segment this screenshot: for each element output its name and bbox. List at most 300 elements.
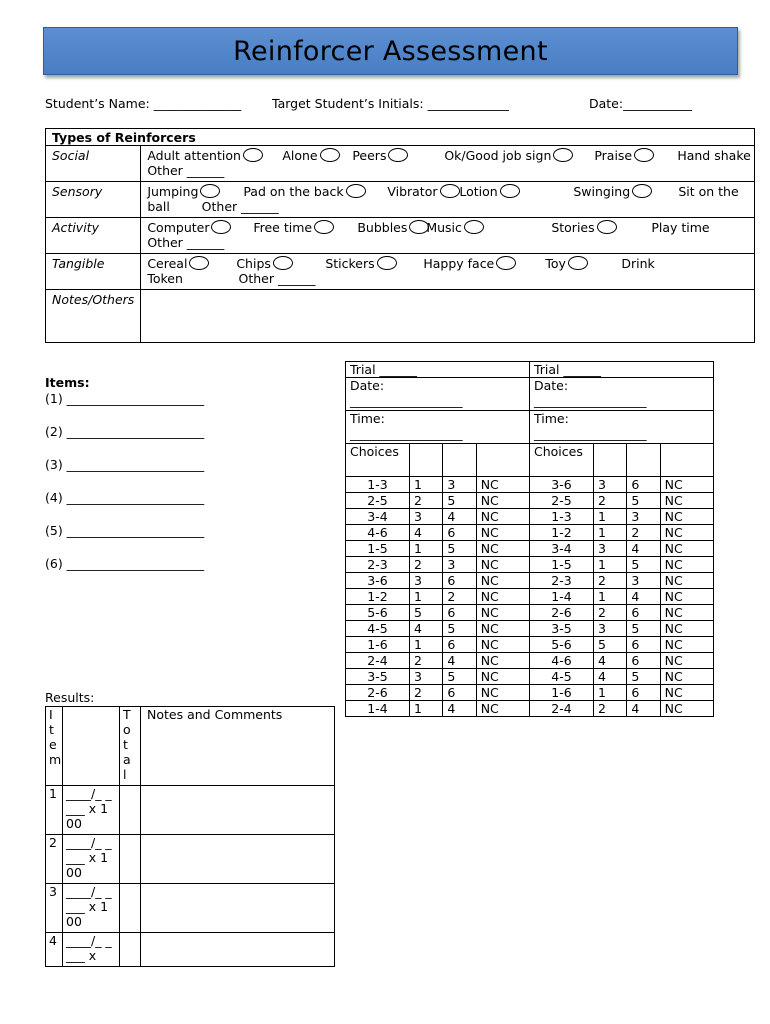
pair-cell: 2-5 — [529, 493, 593, 509]
reinforcer-row — [46, 146, 755, 182]
reinforcer-option[interactable] — [243, 184, 367, 199]
results-row — [46, 933, 335, 967]
choice-cell[interactable]: 4 — [627, 589, 660, 605]
time-label: Time: — [533, 411, 569, 426]
result-notes-cell[interactable] — [141, 933, 335, 967]
reinforcer-options — [141, 182, 755, 218]
selection-oval-icon[interactable] — [553, 148, 573, 162]
pair-cell: 1-4 — [529, 589, 593, 605]
no-choice-cell[interactable]: NC — [660, 669, 713, 685]
results-row — [46, 786, 335, 835]
no-choice-cell[interactable]: NC — [476, 477, 529, 493]
result-item-number: 1 — [46, 786, 63, 835]
reinforcer-option[interactable] — [423, 256, 518, 271]
option-label: Computer — [147, 220, 210, 235]
choice-cell[interactable]: 5 — [443, 669, 476, 685]
result-notes-cell[interactable] — [141, 835, 335, 884]
no-choice-cell[interactable]: NC — [476, 653, 529, 669]
results-row — [46, 884, 335, 933]
item-line[interactable]: (2) ______________________ — [45, 424, 205, 439]
option-label: Praise — [594, 148, 633, 163]
selection-oval-icon[interactable] — [440, 184, 460, 198]
reinforcer-category: Social — [46, 146, 141, 182]
choice-cell[interactable]: 4 — [443, 653, 476, 669]
total-column-header — [120, 707, 141, 786]
option-label: Peers — [352, 148, 387, 163]
choice-cell[interactable]: 2 — [410, 653, 443, 669]
choice-cell[interactable]: 1 — [593, 525, 626, 541]
reinforcer-option[interactable] — [253, 220, 336, 235]
choice-cell[interactable]: 2 — [593, 605, 626, 621]
choices-label — [529, 444, 593, 477]
option-label: Jumping — [147, 184, 199, 199]
no-choice-cell[interactable]: NC — [476, 669, 529, 685]
selection-oval-icon[interactable] — [346, 184, 366, 198]
option-label: Free time — [253, 220, 313, 235]
selection-oval-icon[interactable] — [496, 256, 516, 270]
reinforcer-row — [46, 218, 755, 254]
pair-cell: 5-6 — [529, 637, 593, 653]
selection-oval-icon[interactable] — [388, 148, 408, 162]
choices-label — [346, 444, 410, 477]
trial-row — [346, 605, 714, 621]
choice-cell[interactable]: 6 — [627, 477, 660, 493]
reinforcer-category: Notes/Others — [46, 290, 141, 343]
selection-oval-icon[interactable] — [211, 220, 231, 234]
choice-cell[interactable]: 5 — [443, 621, 476, 637]
target-initials-field[interactable]: Target Student’s Initials: _____________ — [272, 96, 509, 111]
choice-cell[interactable]: 1 — [410, 637, 443, 653]
time-blank: __________________ — [533, 426, 647, 441]
results-header-row — [46, 707, 335, 786]
selection-oval-icon[interactable] — [634, 148, 654, 162]
formula-text: ____/_ ____ x 100 — [66, 884, 112, 929]
reinforcer-option[interactable] — [147, 184, 222, 199]
choice-cell[interactable]: 2 — [627, 525, 660, 541]
time-blank: __________________ — [350, 426, 463, 441]
reinforcer-option[interactable] — [621, 256, 654, 271]
no-choice-cell[interactable]: NC — [660, 525, 713, 541]
trial-header-cell[interactable] — [346, 362, 530, 378]
no-choice-cell[interactable]: NC — [476, 621, 529, 637]
choice-cell[interactable]: 5 — [593, 637, 626, 653]
no-choice-cell[interactable]: NC — [476, 509, 529, 525]
selection-oval-icon[interactable] — [377, 256, 397, 270]
reinforcer-category: Activity — [46, 218, 141, 254]
choice-cell[interactable]: 4 — [627, 541, 660, 557]
option-label: Stickers — [325, 256, 375, 271]
reinforcer-option[interactable] — [459, 184, 521, 199]
result-formula[interactable] — [63, 933, 120, 967]
choice-cell[interactable]: 6 — [627, 637, 660, 653]
choice-cell[interactable]: 6 — [443, 637, 476, 653]
choice-cell[interactable]: 5 — [410, 605, 443, 621]
reinforcer-options — [141, 218, 755, 254]
option-label: Bubbles — [357, 220, 408, 235]
pair-cell: 3-5 — [529, 621, 593, 637]
no-choice-cell[interactable]: NC — [660, 685, 713, 701]
item-column-header — [46, 707, 63, 786]
choices-text: Choices — [350, 444, 399, 459]
trial-header-row — [346, 362, 714, 378]
reinforcer-row — [46, 254, 755, 290]
reinforcer-option[interactable] — [545, 256, 590, 271]
option-label: Lotion — [459, 184, 498, 199]
result-item-number: 4 — [46, 933, 63, 967]
selection-oval-icon[interactable] — [243, 148, 263, 162]
choice-cell[interactable]: 5 — [627, 669, 660, 685]
pair-cell: 3-4 — [529, 541, 593, 557]
formula-column-header — [63, 707, 120, 786]
trial-header-row — [346, 411, 714, 444]
reinforcer-option[interactable] — [678, 184, 738, 199]
pair-cell: 2-3 — [346, 557, 410, 573]
choice-cell[interactable]: 2 — [443, 589, 476, 605]
option-label: Happy face — [423, 256, 495, 271]
choice-cell[interactable]: 2 — [593, 573, 626, 589]
pair-cell: 3-6 — [346, 573, 410, 589]
selection-oval-icon[interactable] — [320, 148, 340, 162]
other-line[interactable]: Other ______ — [147, 235, 225, 250]
choices-blank-cell — [593, 444, 626, 477]
reinforcer-option[interactable] — [426, 220, 486, 235]
choice-cell[interactable]: 4 — [593, 653, 626, 669]
option-label: Play time — [651, 220, 710, 235]
reinforcer-row — [46, 290, 755, 343]
choice-cell[interactable]: 2 — [593, 701, 626, 717]
options-line — [147, 256, 748, 271]
choice-cell[interactable]: 2 — [410, 493, 443, 509]
result-notes-cell[interactable] — [141, 786, 335, 835]
trial-row — [346, 477, 714, 493]
trial-row — [346, 509, 714, 525]
pair-cell: 5-6 — [346, 605, 410, 621]
pair-cell: 1-5 — [529, 557, 593, 573]
reinforcer-row — [46, 182, 755, 218]
total-header-text: Total — [123, 707, 131, 782]
no-choice-cell[interactable]: NC — [476, 493, 529, 509]
option-label: Chips — [236, 256, 271, 271]
options-line — [147, 220, 748, 235]
option-label: Cereal — [147, 256, 188, 271]
selection-oval-icon[interactable] — [597, 220, 617, 234]
no-choice-cell[interactable]: NC — [476, 541, 529, 557]
option-label: Hand shake — [677, 148, 751, 163]
choices-header-row — [346, 444, 714, 477]
choices-blank-cell — [410, 444, 443, 477]
reinforcer-option[interactable] — [147, 220, 233, 235]
choice-cell[interactable]: 3 — [593, 477, 626, 493]
choice-cell[interactable]: 3 — [593, 621, 626, 637]
result-total-cell[interactable] — [120, 786, 141, 835]
pair-cell: 1-2 — [346, 589, 410, 605]
item-line[interactable]: (5) ______________________ — [45, 523, 205, 538]
choices-blank-cell — [443, 444, 476, 477]
trial-row — [346, 573, 714, 589]
choice-cell[interactable]: 3 — [627, 509, 660, 525]
choice-cell[interactable]: 1 — [593, 589, 626, 605]
trial-header-cell[interactable] — [346, 378, 530, 411]
other-line[interactable]: Token Other ______ — [147, 271, 316, 286]
no-choice-cell[interactable]: NC — [476, 605, 529, 621]
pair-cell: 2-4 — [346, 653, 410, 669]
choice-cell[interactable]: 1 — [593, 557, 626, 573]
results-table — [45, 706, 335, 967]
result-formula[interactable] — [63, 786, 120, 835]
pair-cell: 2-6 — [529, 605, 593, 621]
student-name-field[interactable]: Student’s Name: ______________ — [45, 96, 242, 111]
trial-row — [346, 653, 714, 669]
pair-cell: 1-3 — [529, 509, 593, 525]
choices-blank-cell — [660, 444, 713, 477]
date-label: Date: — [350, 378, 385, 393]
pair-cell: 2-5 — [346, 493, 410, 509]
pair-cell: 1-6 — [529, 685, 593, 701]
selection-oval-icon[interactable] — [568, 256, 588, 270]
choice-cell[interactable]: 3 — [410, 669, 443, 685]
title-banner — [43, 27, 738, 75]
choice-cell[interactable]: 3 — [410, 509, 443, 525]
trial-header-cell[interactable] — [529, 411, 713, 444]
trial-label: Trial ______ — [350, 362, 418, 377]
choices-text: Choices — [533, 444, 583, 459]
no-choice-cell[interactable]: NC — [660, 541, 713, 557]
item-line[interactable]: (4) ______________________ — [45, 490, 205, 505]
no-choice-cell[interactable]: NC — [660, 701, 713, 717]
reinforcer-category: Sensory — [46, 182, 141, 218]
selection-oval-icon[interactable] — [273, 256, 293, 270]
reinforcer-option[interactable] — [594, 148, 656, 163]
no-choice-cell[interactable]: NC — [660, 493, 713, 509]
trial-header-row — [346, 378, 714, 411]
choice-cell[interactable]: 6 — [627, 653, 660, 669]
selection-oval-icon[interactable] — [200, 184, 220, 198]
trial-table — [345, 361, 714, 717]
reinforcer-option[interactable] — [677, 148, 750, 163]
pair-cell: 1-2 — [529, 525, 593, 541]
reinforcer-option[interactable] — [573, 184, 654, 199]
choice-cell[interactable]: 2 — [410, 685, 443, 701]
no-choice-cell[interactable]: NC — [660, 653, 713, 669]
results-label: Results: — [45, 690, 95, 705]
other-line[interactable]: Other ______ — [147, 163, 225, 178]
choice-cell[interactable]: 2 — [593, 493, 626, 509]
choice-cell[interactable]: 3 — [410, 573, 443, 589]
option-label: Vibrator — [387, 184, 438, 199]
results-row — [46, 835, 335, 884]
selection-oval-icon[interactable] — [464, 220, 484, 234]
trial-row — [346, 589, 714, 605]
notes-column-header: Notes and Comments — [141, 707, 335, 786]
types-header: Types of Reinforcers — [46, 129, 755, 146]
time-label: Time: — [350, 411, 385, 426]
no-choice-cell[interactable]: NC — [476, 557, 529, 573]
selection-oval-icon[interactable] — [500, 184, 520, 198]
reinforcer-option[interactable] — [651, 220, 709, 235]
choice-cell[interactable]: 5 — [627, 493, 660, 509]
reinforcer-option[interactable] — [282, 148, 341, 163]
date-blank: __________________ — [350, 393, 463, 408]
trial-header-cell[interactable] — [529, 378, 713, 411]
result-formula[interactable] — [63, 884, 120, 933]
choice-cell[interactable]: 6 — [443, 605, 476, 621]
choice-cell[interactable]: 4 — [443, 701, 476, 717]
no-choice-cell[interactable]: NC — [660, 637, 713, 653]
trial-row — [346, 669, 714, 685]
choice-cell[interactable]: 4 — [627, 701, 660, 717]
no-choice-cell[interactable]: NC — [660, 573, 713, 589]
choice-cell[interactable]: 3 — [443, 477, 476, 493]
pair-cell: 1-6 — [346, 637, 410, 653]
choice-cell[interactable]: 5 — [627, 621, 660, 637]
no-choice-cell[interactable]: NC — [476, 685, 529, 701]
choice-cell[interactable]: 6 — [443, 573, 476, 589]
pair-cell: 3-5 — [346, 669, 410, 685]
choice-cell[interactable]: 1 — [410, 701, 443, 717]
option-label: Ok/Good job sign — [444, 148, 552, 163]
no-choice-cell[interactable]: NC — [660, 509, 713, 525]
selection-oval-icon[interactable] — [189, 256, 209, 270]
choice-cell[interactable]: 1 — [593, 685, 626, 701]
item-line[interactable]: (3) ______________________ — [45, 457, 205, 472]
trial-row — [346, 637, 714, 653]
trial-row — [346, 685, 714, 701]
pair-cell: 3-4 — [346, 509, 410, 525]
choice-cell[interactable]: 5 — [443, 493, 476, 509]
choice-cell[interactable]: 5 — [443, 541, 476, 557]
no-choice-cell[interactable]: NC — [660, 589, 713, 605]
option-label: Stories — [551, 220, 595, 235]
choice-cell[interactable]: 4 — [410, 525, 443, 541]
choice-cell[interactable]: 4 — [410, 621, 443, 637]
choice-cell[interactable]: 4 — [443, 509, 476, 525]
pair-cell: 1-3 — [346, 477, 410, 493]
options-line — [147, 148, 751, 163]
option-label: Adult attention — [147, 148, 241, 163]
trial-label: Trial ______ — [533, 362, 602, 377]
reinforcer-option[interactable] — [387, 184, 461, 199]
choice-cell[interactable]: 3 — [593, 541, 626, 557]
reinforcer-option[interactable] — [147, 148, 265, 163]
no-choice-cell[interactable]: NC — [660, 621, 713, 637]
choice-cell[interactable]: 6 — [443, 685, 476, 701]
pair-cell: 3-6 — [529, 477, 593, 493]
pair-cell: 2-6 — [346, 685, 410, 701]
items-title: Items: — [45, 375, 90, 390]
trial-row — [346, 525, 714, 541]
choice-cell[interactable]: 6 — [627, 685, 660, 701]
trial-row — [346, 557, 714, 573]
pair-cell: 4-5 — [529, 669, 593, 685]
item-line[interactable]: (1) ______________________ — [45, 391, 205, 406]
no-choice-cell[interactable]: NC — [476, 701, 529, 717]
choice-cell[interactable]: 5 — [627, 557, 660, 573]
trial-row — [346, 541, 714, 557]
choices-blank-cell — [627, 444, 660, 477]
no-choice-cell[interactable]: NC — [476, 573, 529, 589]
other-line[interactable]: ball Other ______ — [147, 199, 279, 214]
result-notes-cell[interactable] — [141, 884, 335, 933]
types-of-reinforcers-table — [45, 128, 755, 343]
result-formula[interactable] — [63, 835, 120, 884]
choice-cell[interactable]: 1 — [410, 589, 443, 605]
pair-cell: 1-4 — [346, 701, 410, 717]
option-label: Drink — [621, 256, 655, 271]
choice-cell[interactable]: 3 — [627, 573, 660, 589]
reinforcer-option[interactable] — [357, 220, 431, 235]
reinforcer-option[interactable] — [325, 256, 398, 271]
choice-cell[interactable]: 1 — [593, 509, 626, 525]
date-blank: __________________ — [533, 393, 647, 408]
result-item-number: 2 — [46, 835, 63, 884]
reinforcer-option[interactable] — [147, 256, 211, 271]
reinforcer-options — [141, 146, 755, 182]
pair-cell: 2-3 — [529, 573, 593, 589]
trial-row — [346, 701, 714, 717]
choice-cell[interactable]: 6 — [443, 525, 476, 541]
choice-cell[interactable]: 1 — [410, 541, 443, 557]
formula-text: ____/_ ____ x 100 — [66, 835, 112, 880]
item-line[interactable]: (6) ______________________ — [45, 556, 205, 571]
reinforcer-option[interactable] — [551, 220, 618, 235]
choice-cell[interactable]: 2 — [410, 557, 443, 573]
choice-cell[interactable]: 3 — [443, 557, 476, 573]
option-label: Alone — [282, 148, 318, 163]
choices-blank-cell — [476, 444, 529, 477]
trial-row — [346, 493, 714, 509]
pair-cell: 4-6 — [346, 525, 410, 541]
formula-text: ____/_ ____ x 100 — [66, 786, 112, 831]
selection-oval-icon[interactable] — [314, 220, 334, 234]
reinforcer-option[interactable] — [444, 148, 575, 163]
reinforcer-options — [141, 290, 755, 343]
formula-text: ____/_ ____ x — [66, 933, 112, 963]
no-choice-cell[interactable]: NC — [660, 477, 713, 493]
trial-row — [346, 621, 714, 637]
trial-header-cell[interactable] — [346, 411, 530, 444]
choice-cell[interactable]: 6 — [627, 605, 660, 621]
choice-cell[interactable]: 1 — [410, 477, 443, 493]
option-label: Music — [426, 220, 462, 235]
no-choice-cell[interactable]: NC — [660, 557, 713, 573]
result-total-cell[interactable] — [120, 933, 141, 967]
pair-cell: 4-6 — [529, 653, 593, 669]
option-label: Swinging — [573, 184, 631, 199]
result-total-cell[interactable] — [120, 884, 141, 933]
reinforcer-option[interactable] — [352, 148, 410, 163]
no-choice-cell[interactable]: NC — [476, 525, 529, 541]
selection-oval-icon[interactable] — [632, 184, 652, 198]
reinforcer-option[interactable] — [236, 256, 295, 271]
result-total-cell[interactable] — [120, 835, 141, 884]
result-item-number: 3 — [46, 884, 63, 933]
trial-header-cell[interactable] — [529, 362, 713, 378]
item-header-text: Item — [49, 707, 62, 767]
choice-cell[interactable]: 4 — [593, 669, 626, 685]
options-line — [147, 184, 748, 199]
date-field[interactable]: Date:___________ — [589, 96, 692, 111]
reinforcer-category: Tangible — [46, 254, 141, 290]
no-choice-cell[interactable]: NC — [660, 605, 713, 621]
no-choice-cell[interactable]: NC — [476, 589, 529, 605]
option-label: Sit on the — [678, 184, 739, 199]
date-label: Date: — [533, 378, 569, 393]
pair-cell: 2-4 — [529, 701, 593, 717]
page-title: Reinforcer Assessment — [233, 35, 548, 67]
reinforcer-options — [141, 254, 755, 290]
pair-cell: 1-5 — [346, 541, 410, 557]
no-choice-cell[interactable]: NC — [476, 637, 529, 653]
